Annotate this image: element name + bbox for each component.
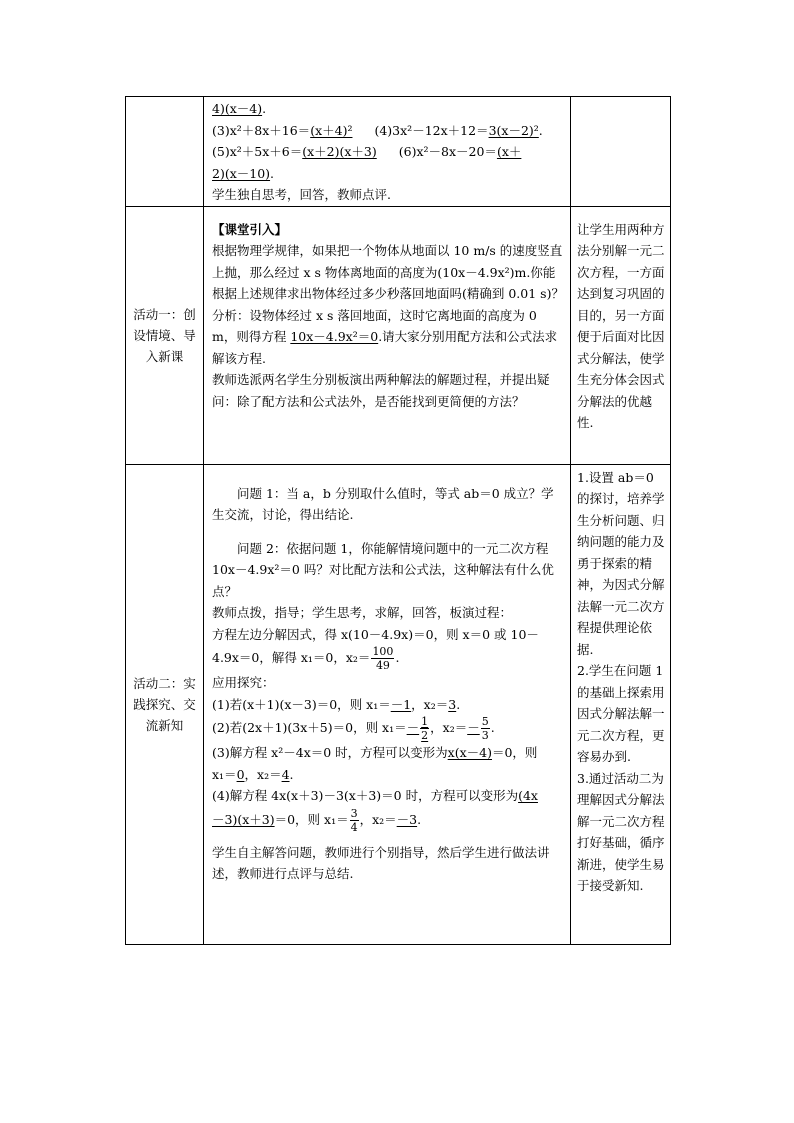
side-cell-1 xyxy=(571,206,671,464)
apply-item-2: (2)若(2x＋1)(3x＋5)＝0，则 x₁＝－ $\frac{1}{2}$ ，x₂＝－ $\frac{5}{3}$ . xyxy=(212,715,495,742)
content-cell-1 xyxy=(204,206,571,464)
teacher-paragraph: 教师选派两名学生分别板演出两种解法的解题过程，并提出疑问：除了配方法和公式法外，是否能找到更简便的方法？ xyxy=(212,372,550,409)
fraction: $\frac{100}{49}$ xyxy=(372,645,394,672)
side-cell-empty xyxy=(571,97,671,207)
line-5: 学生独自思考，回答，教师点评. xyxy=(212,187,391,202)
activity-label-2: 活动二：实践探究、交流新知 xyxy=(126,464,204,944)
teacher-guidance: 教师点拨，指导；学生思考，求解，回答，板演过程： xyxy=(212,605,513,620)
apply-item-3b: x₁＝0，x₂＝4. xyxy=(212,766,294,782)
line-1: 4)(x－4). xyxy=(212,101,267,116)
fraction: $\frac{3}{4}$ xyxy=(350,806,358,834)
solution-steps: 方程左边分解因式，得 x(10－4.9x)＝0，则 x＝0 或 10－4.9x＝0，解得 x₁＝0，x₂＝ $\frac{100}{49}$ . xyxy=(212,626,539,672)
side-note-1: 让学生用两种方法分别解一元二次方程，一方面达到复习巩固的目的，另一方面便于后面对比因式分解法，使学生充分体会因式分解法的优越性. xyxy=(577,221,665,430)
fraction: $\frac{1}{2}$ xyxy=(421,715,429,742)
table-row-continuation xyxy=(126,97,671,207)
intro-paragraph: 根据物理学规律，如果把一个物体从地面以 10 m/s 的速度竖直上抛，那么经过 x s 物体离地面的高度为(10x－4.9x²)m.你能根据上述规律求出物体经过多少秒落回地面吗(精确到 0.01 s)？ xyxy=(212,243,564,301)
activity-label-1: 活动一：创设情境、导入新课 xyxy=(126,206,204,464)
line-3: (5)x²＋5x＋6＝(x＋2)(x＋3) (6)x²－8x－20＝(x＋ xyxy=(212,144,522,159)
side-cell-2 xyxy=(571,464,671,944)
table-row-activity-1 xyxy=(126,206,671,464)
content-cell xyxy=(204,97,571,207)
lesson-plan-table xyxy=(125,96,671,945)
side-note-2-1: 1.设置 ab＝0 的探讨，培养学生分析问题、归纳问题的能力及勇于探索的精神，为因式分解法解一元二次方程提供理论依据. xyxy=(577,469,665,657)
section-heading: 【课堂引入】 xyxy=(212,221,288,237)
apply-item-1: (1)若(x＋1)(x－3)＝0，则 x₁＝－1，x₂＝3. xyxy=(212,696,461,712)
analysis-paragraph: 分析：设物体经过 x s 落回地面，这时它离地面的高度为 0 m，则得方程 10x－4.9x²＝0.请大家分别用配方法和公式法求解该方程. xyxy=(212,307,558,366)
table-row-activity-2 xyxy=(126,464,671,944)
question-2: 问题 2：依据问题 1，你能解情境问题中的一元二次方程 10x－4.9x²＝0 吗？对比配方法和公式法，这种解法有什么优点？ xyxy=(212,540,554,599)
content-cell-2 xyxy=(204,464,571,944)
apply-heading: 应用探究： xyxy=(212,675,275,690)
fraction: $\frac{5}{3}$ xyxy=(481,715,489,742)
closing-paragraph: 学生自主解答问题，教师进行个别指导，然后学生进行做法讲述，教师进行点评与总结. xyxy=(212,844,550,881)
activity-cell-empty xyxy=(126,97,204,207)
apply-item-4b: －3)(x＋3)＝0，则 x₁＝ $\frac{3}{4}$ ，x₂＝－3. xyxy=(212,806,422,834)
side-note-2-3: 3.通过活动二为理解因式分解法解一元二次方程打好基础，循序渐进，使学生易于接受新知. xyxy=(577,770,665,893)
line-4: 2)(x－10). xyxy=(212,165,275,181)
line-2: (3)x²＋8x＋16＝(x＋4)² (4)3x²－12x＋12＝3(x－2)². xyxy=(212,122,543,138)
apply-item-3: (3)解方程 x²－4x＝0 时，方程可以变形为x(x－4)＝0，则 xyxy=(212,745,538,760)
apply-item-4: (4)解方程 4x(x＋3)－3(x＋3)＝0 时，方程可以变形为(4x xyxy=(212,788,538,803)
question-1: 问题 1：当 a，b 分别取什么值时，等式 ab＝0 成立？学生交流，讨论，得出结论. xyxy=(212,485,554,522)
side-note-2-2: 2.学生在问题 1 的基础上探索用因式分解法解一元二次方程，更容易办到. xyxy=(577,663,665,764)
